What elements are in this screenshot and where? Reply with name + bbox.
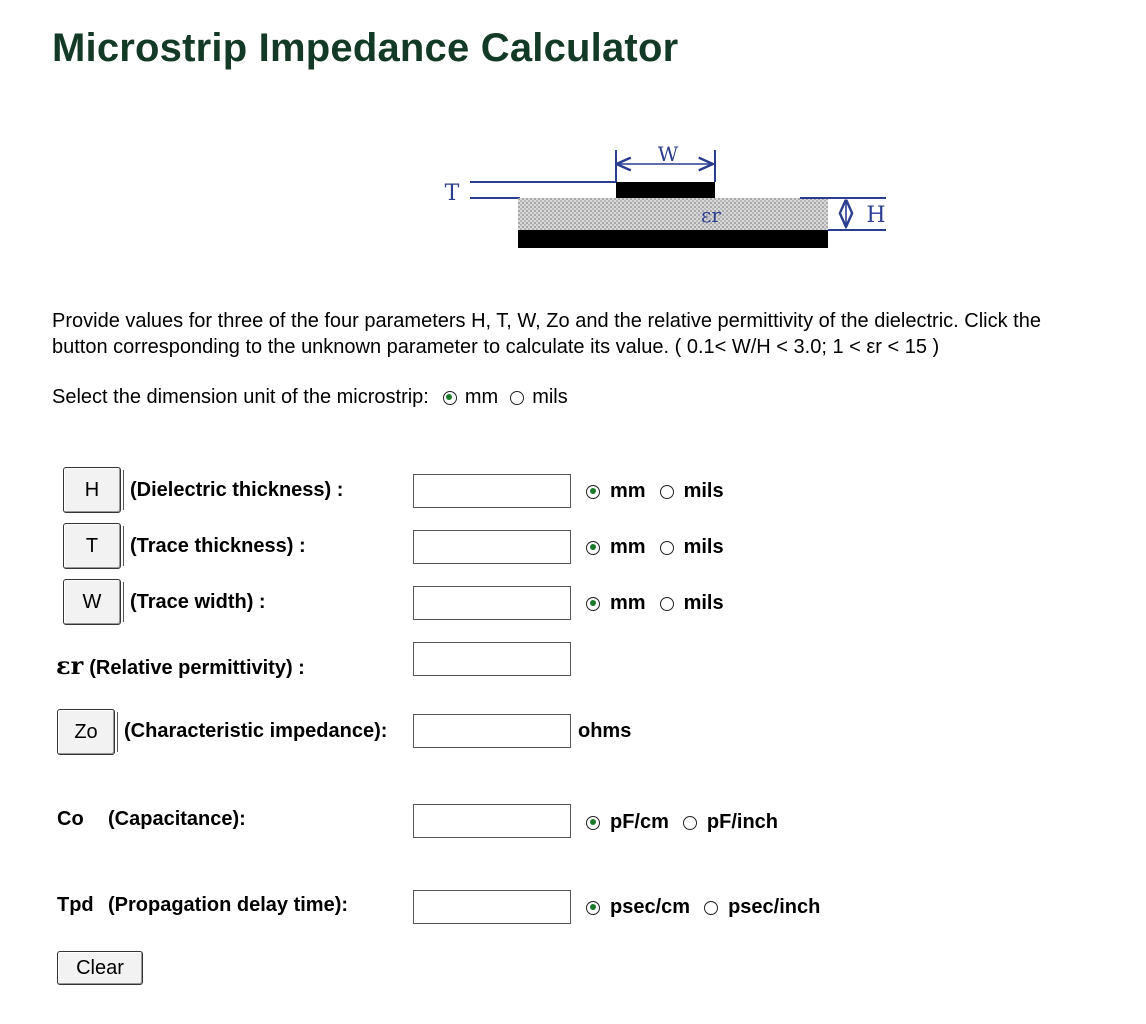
dielectric: [518, 198, 828, 230]
er-symbol: εr: [56, 651, 84, 680]
er-row-label: [56, 651, 305, 680]
er-label: εr: [701, 203, 721, 227]
tpd-psec-inch-radio[interactable]: [704, 901, 718, 915]
calculate-t-button[interactable]: T: [63, 523, 121, 569]
tpd-psec-inch-label: psec/inch: [728, 896, 821, 918]
h-mm-label: mm: [610, 480, 646, 502]
w-unit-group: [586, 592, 738, 615]
er-label: (Relative permittivity) :: [89, 657, 305, 679]
page-title: Microstrip Impedance Calculator: [52, 26, 679, 70]
h-separator: [123, 470, 124, 510]
calculate-w-button[interactable]: W: [63, 579, 121, 625]
microstrip-diagram: [430, 138, 900, 258]
t-label: T: [444, 181, 460, 206]
ground-plane: [518, 230, 828, 248]
h-mm-radio[interactable]: [586, 485, 600, 499]
tpd-psec-cm-radio[interactable]: [586, 901, 600, 915]
w-separator: [123, 582, 124, 622]
h-label: H: [866, 203, 886, 228]
w-label: W: [657, 142, 679, 166]
calculate-h-button[interactable]: H: [63, 467, 121, 513]
unit-mils-radio[interactable]: [510, 391, 524, 405]
tpd-psec-cm-label: psec/cm: [610, 896, 691, 918]
tpd-unit-group: [586, 896, 834, 919]
trace: [616, 182, 715, 198]
h-input[interactable]: [413, 474, 571, 508]
tpd-label: (Propagation delay time):: [108, 894, 349, 916]
zo-input[interactable]: [413, 714, 571, 748]
co-pf-cm-radio[interactable]: [586, 816, 600, 830]
w-label: (Trace width) :: [130, 591, 266, 613]
instructions-line-1: Provide values for three of the four parameters H, T, W, Zo and the relative permittivity of the dielectric. Click the: [52, 310, 1041, 332]
zo-label: (Characteristic impedance):: [124, 720, 388, 742]
h-mils-label: mils: [683, 480, 724, 502]
t-input[interactable]: [413, 530, 571, 564]
co-pf-inch-label: pF/inch: [706, 811, 779, 833]
t-unit-group: [586, 536, 738, 559]
co-pf-cm-label: pF/cm: [610, 811, 669, 833]
tpd-symbol: Tpd: [57, 894, 94, 916]
unit-mm-radio[interactable]: [443, 391, 457, 405]
co-unit-group: [586, 811, 792, 834]
unit-select-prompt: Select the dimension unit of the microstrip:: [52, 386, 429, 408]
er-input[interactable]: [413, 642, 571, 676]
instructions-line-2: button corresponding to the unknown parameter to calculate its value. ( 0.1< W/H < 3.0; 1 < εr < 15 ): [52, 336, 940, 358]
clear-button[interactable]: Clear: [57, 951, 143, 985]
unit-mm-label: mm: [464, 386, 499, 408]
w-mm-label: mm: [610, 592, 646, 614]
t-mm-radio[interactable]: [586, 541, 600, 555]
w-mm-radio[interactable]: [586, 597, 600, 611]
h-unit-group: [586, 480, 738, 503]
w-mils-label: mils: [683, 592, 724, 614]
w-mils-radio[interactable]: [660, 597, 674, 611]
t-separator: [123, 526, 124, 566]
h-mils-radio[interactable]: [660, 485, 674, 499]
w-input[interactable]: [413, 586, 571, 620]
t-label: (Trace thickness) :: [130, 535, 306, 557]
tpd-input[interactable]: [413, 890, 571, 924]
h-label: (Dielectric thickness) :: [130, 479, 344, 501]
co-pf-inch-radio[interactable]: [683, 816, 697, 830]
unit-mils-label: mils: [532, 386, 568, 408]
co-input[interactable]: [413, 804, 571, 838]
dimension-unit-select: [52, 386, 580, 409]
co-label: (Capacitance):: [108, 808, 246, 830]
zo-unit: ohms: [578, 720, 632, 742]
instructions: [52, 308, 1132, 360]
t-mils-label: mils: [683, 536, 724, 558]
co-symbol: Co: [57, 808, 84, 830]
zo-separator: [117, 712, 118, 752]
calculate-zo-button[interactable]: Zo: [57, 709, 115, 755]
t-mils-radio[interactable]: [660, 541, 674, 555]
t-mm-label: mm: [610, 536, 646, 558]
